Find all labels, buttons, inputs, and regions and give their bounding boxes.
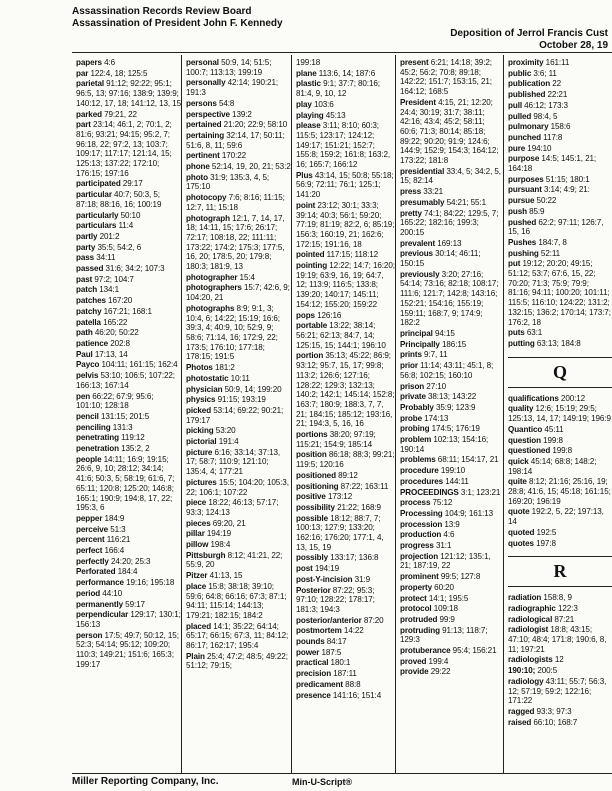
index-entry: pillar 194:19: [186, 529, 232, 539]
index-entry: photographers 15:7; 42:6, 9; 104:20, 21: [186, 283, 290, 303]
index-entry: put 19:12; 20:20; 49:15; 51:12; 53:7; 67:6, 15, 22; 70:20; 71:3; 75:9; 79:9; 81:16; 94:11; 100:20; 101:11; 115:5; 116:10; 124:22; 131:2; 132:15; 136:2; 170:14; 173:7; 176:2, 18: [508, 259, 611, 327]
index-entry: physics 91:15; 193:19: [186, 395, 266, 405]
index-column-5: [504, 55, 612, 773]
index-entry: patella 165:22: [76, 317, 128, 327]
index-entry: pelvis 53:10; 106:5; 107:22; 166:13; 167:14: [76, 371, 175, 390]
index-entry: radiology 43:11; 55:7; 56:3, 12; 57:19; 59:2; 122:16; 171:22: [508, 676, 607, 706]
index-entry: possibly 133:17; 136:8: [296, 553, 379, 563]
index-entry: puts 63:1: [508, 328, 543, 338]
index-entry: radiation 158:8, 9: [508, 593, 572, 603]
index-entry: pops 126:16: [296, 310, 342, 320]
index-entry: particular 40:7; 50:3, 5; 87:18; 88:16, 16; 100:19: [76, 190, 162, 209]
index-entry: pull 46:12; 173:3: [508, 100, 568, 110]
index-entry: photographer 15:4: [186, 272, 255, 282]
index-entry: pointed 117:15; 118:12: [296, 250, 379, 260]
index-entry: persons 54:8: [186, 98, 235, 108]
index-entry: Quantico 45:11: [508, 424, 564, 434]
index-entry: pulled 98:4, 5: [508, 111, 558, 121]
index-entry: person 17:5; 49:7; 50:12, 15; 52:3; 54:14; 95:12; 109:20; 110:3; 149:21; 151:6; 165:3; 199:17: [76, 630, 179, 669]
index-entry: possible 18:12; 88:7, 7; 100:13; 127:9; 133:20; 162:16; 176:20; 177:1, 4, 13, 15, 19: [296, 513, 384, 552]
index-entry: parietal 91:12; 92:22; 95:1; 96:5, 13; 97:16; 138:9; 139:9; 140:12, 17, 18; 141:12, 13, 15: [76, 79, 182, 108]
index-entry: piece 18:22; 46:13; 57:17; 93:3; 124:13: [186, 498, 279, 517]
index-entry: 190:10; 200:5: [508, 666, 558, 676]
header-title-line1: Assassination Records Review Board: [72, 6, 252, 17]
index-entry: play 103:6: [296, 99, 334, 109]
index-entry: protruding 91:13; 118:7; 129:3: [400, 625, 488, 645]
index-entry: perpendicular 129:17; 130:1; 156:13: [76, 610, 181, 629]
index-entry: pretty 74:1; 84:22; 129:5, 7; 165:22; 182:16; 199:3; 200:15: [400, 208, 499, 237]
index-entry: radiological 87:21: [508, 614, 575, 624]
index-entry: perfect 166:4: [76, 546, 125, 556]
index-column-3: [292, 55, 396, 773]
index-entry: post-Y-incision 31:9: [296, 574, 371, 584]
index-entry: protuberance 95:4; 156:21: [400, 646, 497, 656]
index-entry: party 35:5; 54:2, 6: [76, 242, 142, 252]
index-entry: pure 194:10: [508, 143, 552, 153]
index-entry: probe 174:13: [400, 413, 449, 423]
index-entry: progress 31:1: [400, 541, 452, 551]
index-entry: Processing 104:9; 161:13: [400, 508, 493, 518]
index-entry: presence 141:16; 151:4: [296, 690, 382, 700]
index-entry: principal 94:15: [400, 328, 455, 338]
index-entry: playing 45:13: [296, 110, 346, 120]
index-entry: PROCEEDINGS 3:1; 123:21: [400, 487, 501, 497]
index-entry: pushing 52:11: [508, 248, 561, 258]
index-entry: penciling 131:3: [76, 422, 133, 432]
index-entry: patchy 167:21; 168:1: [76, 306, 152, 316]
index-entry: picture 6:16; 33:14; 37:13, 17; 58:7; 110:9; 121:10; 135:4, 4; 177:21: [186, 447, 281, 477]
index-entry: present 6:21; 14:18; 39:2; 45:2; 56:2; 70:8; 89:18; 142:22; 151:7; 153:15, 21; 164:12; 168:5: [400, 58, 492, 97]
index-entry: pictorial 191:4: [186, 437, 239, 447]
index-entry: Payco 104:11; 161:15; 162:4: [76, 360, 178, 370]
index-entry: plane 113:6, 14; 187:6: [296, 68, 376, 78]
index-entry: precision 187:11: [296, 669, 357, 679]
index-entry: picked 53:14; 69:22; 90:21; 179:17: [186, 405, 284, 425]
index-entry: photographs 8:9; 9:1, 3; 10:4, 6; 14:22; 15:19; 16:6; 39:3, 4; 40:9, 10; 52:9, 9; 58:6; 71:14, 16; 172:9, 22; 173:5; 176:10; 177:18; 178:15; 191:5: [186, 303, 280, 362]
index-entry: patch 134:1: [76, 285, 119, 295]
index-entry: post 194:19: [296, 564, 339, 574]
index-entry: ragged 93:3; 97:3: [508, 706, 572, 716]
index-entry: postmortem 14:22: [296, 626, 364, 636]
index-entry: parked 79:21, 22: [76, 109, 137, 119]
index-entry: previous 30:14; 46:11; 150:15: [400, 249, 481, 269]
index-entry: percent 116:21: [76, 535, 131, 545]
index-entry: path 46:20; 50:22: [76, 328, 139, 338]
index-entry: patience 202:8: [76, 338, 130, 348]
index-entry: partly 201:2: [76, 231, 120, 241]
entry-list: [400, 58, 503, 677]
index-entry: prominent 99:5; 127:8: [400, 572, 481, 582]
index-entry: 199:18: [296, 58, 321, 67]
index-entry: procedure 199:10: [400, 466, 465, 476]
index-entry: passed 31:6; 34:2; 107:3: [76, 264, 165, 274]
index-entry: quoted 192:5: [508, 527, 557, 537]
index-entry: particulars 11:4: [76, 221, 134, 231]
index-entry: please 3:11; 8:10; 60:3; 115:5; 123:17; 124:12; 149:17; 151:21; 152:7; 155:8; 159:2; 161:8; 163:2, 16; 165:7; 166:12: [296, 121, 391, 170]
index-entry: procedures 144:11: [400, 476, 469, 486]
index-entry: pursuant 3:14; 4:9; 21:: [508, 185, 590, 195]
index-column-1: [72, 55, 182, 773]
index-entry: problems 68:11; 154:17, 21: [400, 455, 499, 465]
index-entry: protruded 99:9: [400, 614, 455, 624]
index-entry: pointing 12:22; 14:7; 16:20; 19:19; 63:9, 16, 19; 64:7, 12; 113:9; 116:5; 133:8; 139:20; 140:17; 145:11; 154:12; 155:20; 159:22: [296, 261, 395, 309]
index-entry: procession 13:9: [400, 519, 460, 529]
index-entry: purpose 14:5; 145:1, 21; 164:18: [508, 154, 597, 174]
index-column-4: [396, 55, 504, 773]
index-entry: push 85:9: [508, 206, 545, 216]
index-entry: photograph 12:1, 7, 14, 17, 18; 14:11, 15; 17:6; 26:17; 72:17; 108:18, 22; 111:11; 173:22; 174:2; 175:3; 177:5, 16, 20; 178:5, 20; 179:8; 180:3; 181:9, 13: [186, 213, 285, 272]
index-entry: projection 121:12; 135:1, 21; 187:19, 22: [400, 551, 491, 571]
index-entry: Principally 186:15: [400, 339, 467, 349]
index-entry: positioning 87:22; 163:11: [296, 481, 389, 491]
index-entry: Probably 35:9; 123:9: [400, 402, 476, 412]
index-entry: proved 199:4: [400, 656, 449, 666]
index-entry: posterior/anterior 87:20: [296, 615, 384, 625]
index-entry: Perforated 184:4: [76, 567, 138, 577]
index-entry: pulmonary 158:6: [508, 122, 571, 132]
index-entry: Pittsburgh 8:12; 41:21, 22; 55:9, 20: [186, 550, 283, 570]
index-entry: Pushes 184:7, 8: [508, 237, 567, 247]
index-entry: possibility 21:22; 168:9: [296, 502, 381, 512]
index-column-2: [182, 55, 292, 773]
index-entry: private 38:13; 143:22: [400, 392, 477, 402]
index-entry: pillow 198:4: [186, 540, 231, 550]
index-entry: process 75:12: [400, 498, 453, 508]
index-entry: penetration 135:2, 2: [76, 444, 150, 454]
header-date: October 28, 19: [539, 40, 608, 51]
index-entry: probing 174:5; 176:19: [400, 424, 480, 434]
index-entry: past 97:2; 104:7: [76, 274, 134, 284]
index-entry: pushed 62:2; 97:11; 126:7, 15, 16: [508, 217, 604, 237]
index-entry: placed 14:1; 35:22; 64:14; 65:17; 66:15; 67:3, 11; 84:12; 86:17; 162:17; 195:4: [186, 621, 289, 651]
index-entry: quality 12:6; 15:19; 29:5; 125:13, 14, 17; 149:19; 196:9: [508, 404, 611, 424]
index-entry: positive 173:12: [296, 492, 353, 502]
index-entry: Photos 181:2: [186, 363, 235, 373]
index-entry: portion 35:13; 45:22; 86:9; 93:12; 95:7, 15, 17; 99:8; 113:2; 126:6; 127:16; 128:22; 129:3; 132:13; 140:2; 142:1; 145:14; 152:8; 163:7; 180:9; 188:3, 7, 7, 21; 184:15; 185:12; 193:16, 21; 194:3, 5, 16, 16: [296, 351, 395, 429]
index-entry: positioned 89:12: [296, 470, 358, 480]
index-entry: picking 53:20: [186, 426, 236, 436]
index-entry: pertinent 170:22: [186, 151, 247, 161]
index-entry: radiographic 122:3: [508, 603, 578, 613]
index-entry: presidential 33:4, 5; 34:2, 5, 15; 82:14: [400, 166, 501, 186]
index-entry: photo 31:9; 135:3, 4, 5; 175:10: [186, 172, 270, 192]
index-entry: prison 27:10: [400, 381, 447, 391]
entry-list: [186, 58, 291, 671]
index-entry: quick 45:14; 68:8; 148:2; 198:14: [508, 456, 597, 476]
index-entry: pepper 184:9: [76, 513, 125, 523]
index-entry: questioned 199:8: [508, 446, 573, 456]
index-entry: pencil 131:15; 201:5: [76, 411, 150, 421]
index-entry: period 44:10: [76, 588, 123, 598]
header-rule: [72, 52, 612, 53]
index-entry: problem 102:13; 154:16; 190:14: [400, 435, 489, 454]
index-entry: par 122:4, 18; 125:5: [76, 68, 148, 78]
index-entry: quote 192:2, 5, 22; 197:13, 14: [508, 507, 604, 527]
index-entry: pursue 50:22: [508, 196, 557, 206]
index-entry: radiologists 12: [508, 655, 564, 665]
index-entry: portable 13:22; 38:14; 56:21; 62:13; 84:7, 14; 125:15, 15; 144:1; 196:10: [296, 321, 386, 350]
section-letter-q: [508, 357, 612, 388]
header-title-line2: Assassination of President John F. Kennedy: [72, 18, 283, 29]
index-entry: performance 19:16; 195:18: [76, 578, 175, 588]
index-entry: predicament 88:8: [296, 679, 361, 689]
index-entry: protocol 109:18: [400, 604, 458, 614]
index-entry: perceive 51:3: [76, 524, 126, 534]
index-entry: place 15:8; 38:18; 39:10; 59:6; 64:8; 66:16; 67:3; 87:1; 94:11; 115:14; 144:13; 179:21; 182:15; 184:2: [186, 581, 287, 620]
index-entry: pertaining 32:14, 17; 50:11; 51:6, 8, 11; 59:6: [186, 130, 285, 150]
index-entry: press 33:21: [400, 187, 444, 197]
index-entry: Plus 43:14, 15; 50:8; 55:18; 56:9; 72:11; 76:1; 125:1; 141:20: [296, 170, 394, 200]
index-entry: publication 22: [508, 79, 562, 89]
index-entry: presumably 54:21; 55:1: [400, 197, 486, 207]
index-entry: position 86:18; 88:3; 99:21; 119:5; 120:16: [296, 450, 395, 470]
index-entry: purposes 51:15; 180:1: [508, 174, 590, 184]
index-entry: pounds 84:17: [296, 637, 347, 647]
index-entry: Plain 25:4; 47:2; 48:5; 49:22; 51:12; 79:15;: [186, 651, 288, 671]
index-entry: qualifications 200:12: [508, 393, 586, 403]
index-entry: perfectly 24:20; 25:3: [76, 556, 151, 566]
index-entry: portions 38:20; 97:19; 115:21; 154:9; 185:14: [296, 430, 376, 449]
index-entry: raised 66:10; 168:7: [508, 717, 578, 727]
index-entry: property 60:20: [400, 582, 454, 592]
index-entry: Posterior 87:22; 95:3; 97:10; 128:22; 178:17; 181:3; 194:3: [296, 585, 375, 614]
index-entry: personal 50:9, 14; 51:5; 100:7; 113:13; 199:19: [186, 58, 272, 77]
index-entry: Paul 17:13, 14: [76, 349, 128, 359]
index-entry: practical 180:1: [296, 658, 351, 668]
footer-company: Miller Reporting Company, Inc.: [72, 776, 219, 787]
index-entry: quite 8:12; 21:16; 25:16, 19; 28:8; 41:6, 15; 45:18; 161:15; 169:20; 196:19: [508, 477, 611, 506]
index-entry: papers 4:6: [76, 58, 116, 67]
index-entry: production 4:6: [400, 530, 455, 540]
index-entry: phone 52:14, 19, 20, 21; 53:2: [186, 162, 291, 172]
index-entry: part 23:14; 46:1, 2; 70:1, 2; 81:6; 93:21; 94:15; 95:2, 7; 96:18, 22; 97:2, 13; 103:7; 109:17; 117:17; 121:14, 15; 125:13; 137:22; 172:10; 176:15; 197:16: [76, 120, 172, 178]
index-entry: pieces 69:20, 21: [186, 518, 246, 528]
index-entry: photostatic 10:11: [186, 373, 250, 383]
index-entry: people 14:11; 16:9; 19:15; 26:6, 9, 10; 28:12; 34:14; 41:6; 50:3, 5; 58:19; 61:6, 7; 65:11; 120:8; 125:20; 146:8; 165:1; 190:9; 194:8, 17, 22; 195:3, 6: [76, 454, 175, 513]
index-entry: public 3:6; 11: [508, 68, 557, 78]
index-entry: personally 42:14; 190:21; 191:3: [186, 78, 279, 98]
index-entry: photocopy 7:6; 8:16; 11:15; 12:7, 11; 15:18: [186, 193, 285, 212]
index-entry: protect 14:1; 195:5: [400, 593, 469, 603]
index-entry: previously 3:20; 27:16; 54:14; 73:16; 82:18; 108:17; 111:6; 121:7; 142:8; 143:16; 152:21; 154:16; 155:19; 159:11; 168:7, 9; 174:9; 182:2: [400, 269, 499, 328]
index-columns: [72, 55, 612, 773]
index-entry: penetrating 119:12: [76, 433, 145, 443]
section-letter: R: [553, 561, 567, 582]
index-entry: point 23:12; 30:1; 33:3; 39:14; 40:3; 56:1; 59:20; 77:19; 81:19; 82:2, 6; 85:19; 156:3; 160:19, 21; 162:6; 172:15; 191:16, 18: [296, 200, 395, 249]
index-entry: prior 11:14; 43:11; 45:1, 8; 56:8; 102:15; 160:10: [400, 361, 494, 380]
entry-list: [296, 58, 395, 700]
index-entry: putting 63:13; 184:8: [508, 338, 581, 348]
index-entry: published 22:21: [508, 90, 568, 100]
index-entry: power 187:5: [296, 647, 342, 657]
index-entry: question 199:8: [508, 435, 563, 445]
index-entry: pertained 21:20; 22:9; 58:10: [186, 120, 288, 130]
entry-list: [76, 58, 181, 669]
index-entry: prints 9:7, 11: [400, 350, 448, 360]
index-entry: pen 66:22; 67:9; 95:6; 101:10; 128:18: [76, 391, 154, 411]
page-header: [0, 0, 612, 52]
index-entry: provide 29:22: [400, 667, 451, 677]
index-entry: proximity 161:11: [508, 58, 570, 67]
index-entry: permanently 59:17: [76, 599, 145, 609]
footer-product: Min-U-Script®: [292, 777, 353, 787]
index-entry: prevalent 169:13: [400, 238, 462, 248]
index-entry: President 4:15, 21; 12:20; 24:4; 30:19; 31:7; 38:11; 42:16; 43:4; 45:2; 58:11; 60:6; 71:3; 80:14; 85:18; 89:22; 90:20; 91:9; 124:6; 144:9; 152:9; 154:3; 164:12; 173:22; 181:8: [400, 97, 499, 166]
page-footer: [72, 773, 612, 791]
index-entry: perspective 139:2: [186, 109, 252, 119]
section-letter: Q: [552, 361, 567, 382]
index-entry: plastic 9:1; 37:7; 80:16; 81:4, 9, 10, 12: [296, 79, 380, 99]
header-deponent: Deposition of Jerrol Francis Cust: [450, 28, 608, 39]
index-entry: punched 117:8: [508, 132, 563, 142]
section-letter-r: [508, 556, 612, 587]
index-entry: radiologist 18:8; 43:15; 47:10; 48:4; 171:8; 190:6, 8, 11; 197:21: [508, 625, 607, 654]
index-entry: physician 50:9, 14; 199:20: [186, 384, 282, 394]
index-entry: participated 29:17: [76, 179, 143, 189]
index-entry: quotes 197:8: [508, 538, 556, 548]
entry-list: [508, 58, 612, 727]
index-entry: Pitzer 41:13, 15: [186, 571, 243, 581]
index-entry: pass 34:11: [76, 253, 116, 263]
index-entry: patches 167:20: [76, 296, 133, 306]
index-entry: particularly 50:10: [76, 210, 141, 220]
index-entry: pictures 15:5; 104:20; 105:3, 22; 106:1; 107:22: [186, 477, 289, 497]
